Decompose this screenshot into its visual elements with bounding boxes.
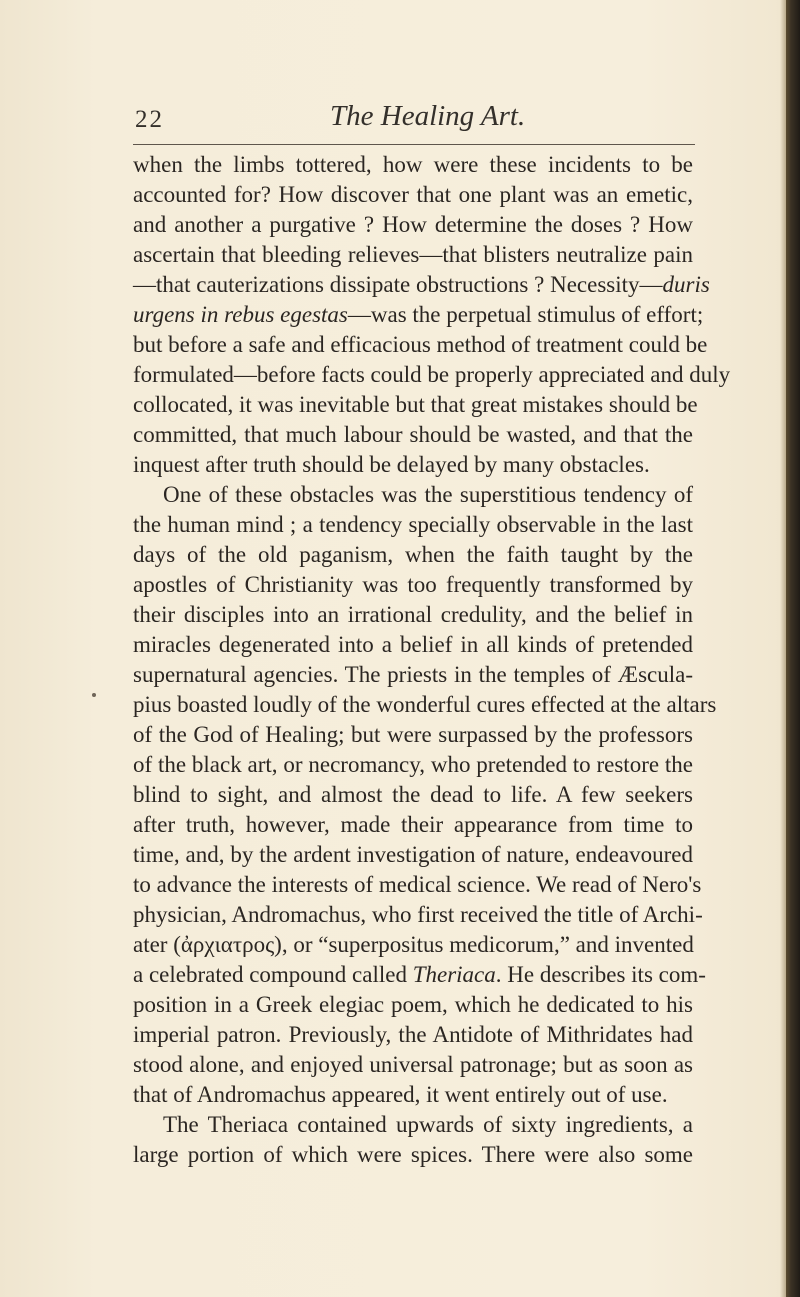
text-line: supernatural agencies. The priests in the temples of Æscula- — [133, 662, 693, 687]
text-line: of the God of Healing; but were surpassed by the professors — [133, 722, 693, 747]
text-line-start: a celebrated compound called Theriaca. He describes its com- — [133, 962, 706, 987]
text-line: days of the old paganism, when the faith taught by the — [133, 542, 693, 567]
text-line: blind to sight, and almost the dead to life. A few seekers — [133, 782, 693, 807]
page-header — [135, 100, 695, 138]
italic-theriaca-inline: Theriaca — [412, 962, 496, 987]
text-line: apostles of Christianity was too frequently transformed by — [133, 572, 693, 597]
text-line: collocated, it was inevitable but that great mistakes should be — [133, 392, 698, 417]
text-line-start: —that cauterizations dissipate obstructions ? Necessity— — [133, 272, 663, 297]
page-number: 22 — [135, 106, 164, 133]
text-line: stood alone, and enjoyed universal patronage; but as soon as — [133, 1052, 693, 1077]
text-line: that of Andromachus appeared, it went entirely out of use. — [133, 1082, 668, 1107]
text-line: the human mind ; a tendency specially observable in the last — [133, 512, 693, 537]
text-line: formulated—before facts could be properly appreciated and duly — [133, 362, 731, 387]
text-line: large portion of which were spices. There were also some — [133, 1142, 693, 1167]
italic-latin-phrase: urgens in rebus egestas — [133, 302, 348, 327]
running-title: The Healing Art. — [330, 100, 526, 132]
text-line: of the black art, or necromancy, who pretended to restore the — [133, 752, 693, 777]
text-line: pius boasted loudly of the wonderful cures effected at the altars — [133, 692, 717, 717]
text-line: after truth, however, made their appearance from time to — [133, 812, 693, 837]
text-line: time, and, by the ardent investigation of nature, endeavoured — [133, 842, 693, 867]
text-line: position in a Greek elegiac poem, which he dedicated to his — [133, 992, 693, 1017]
text-line-rest: —was the perpetual stimulus of effort; — [347, 302, 704, 327]
text-line — [133, 270, 710, 300]
text-line: The Theriaca contained upwards of sixty ingredients, a — [163, 1112, 693, 1137]
text-line: their disciples into an irrational credulity, and the belief in — [133, 602, 693, 627]
text-line: committed, that much labour should be wasted, and that the — [133, 422, 693, 447]
text-line: accounted for? How discover that one plant was an emetic, — [133, 182, 693, 207]
text-line — [133, 960, 706, 990]
text-line: inquest after truth should be delayed by many obstacles. — [133, 452, 650, 477]
text-line: One of these obstacles was the superstitious tendency of — [163, 482, 693, 507]
text-line: physician, Andromachus, who first received the title of Archi- — [133, 902, 703, 927]
text-line: but before a safe and efficacious method of treatment could be — [133, 332, 708, 357]
header-rule — [133, 144, 695, 145]
text-line: when the limbs tottered, how were these incidents to be — [133, 152, 693, 177]
paper-speck — [92, 693, 96, 697]
italic-duris: duris — [662, 272, 710, 297]
text-line: and another a purgative ? How determine the doses ? How — [133, 212, 693, 237]
page-edge-shadow — [786, 0, 800, 1297]
text-line: ascertain that bleeding relieves—that blisters neutralize pain — [133, 242, 693, 267]
text-line: miracles degenerated into a belief in all kinds of pretended — [133, 632, 693, 657]
text-line: ater (ἀρχιατρος), or “superpositus medicorum,” and invented — [133, 932, 694, 957]
text-line: to advance the interests of medical science. We read of Nero's — [133, 872, 702, 897]
text-line: imperial patron. Previously, the Antidote of Mithridates had — [133, 1022, 693, 1047]
text-line — [133, 300, 704, 330]
